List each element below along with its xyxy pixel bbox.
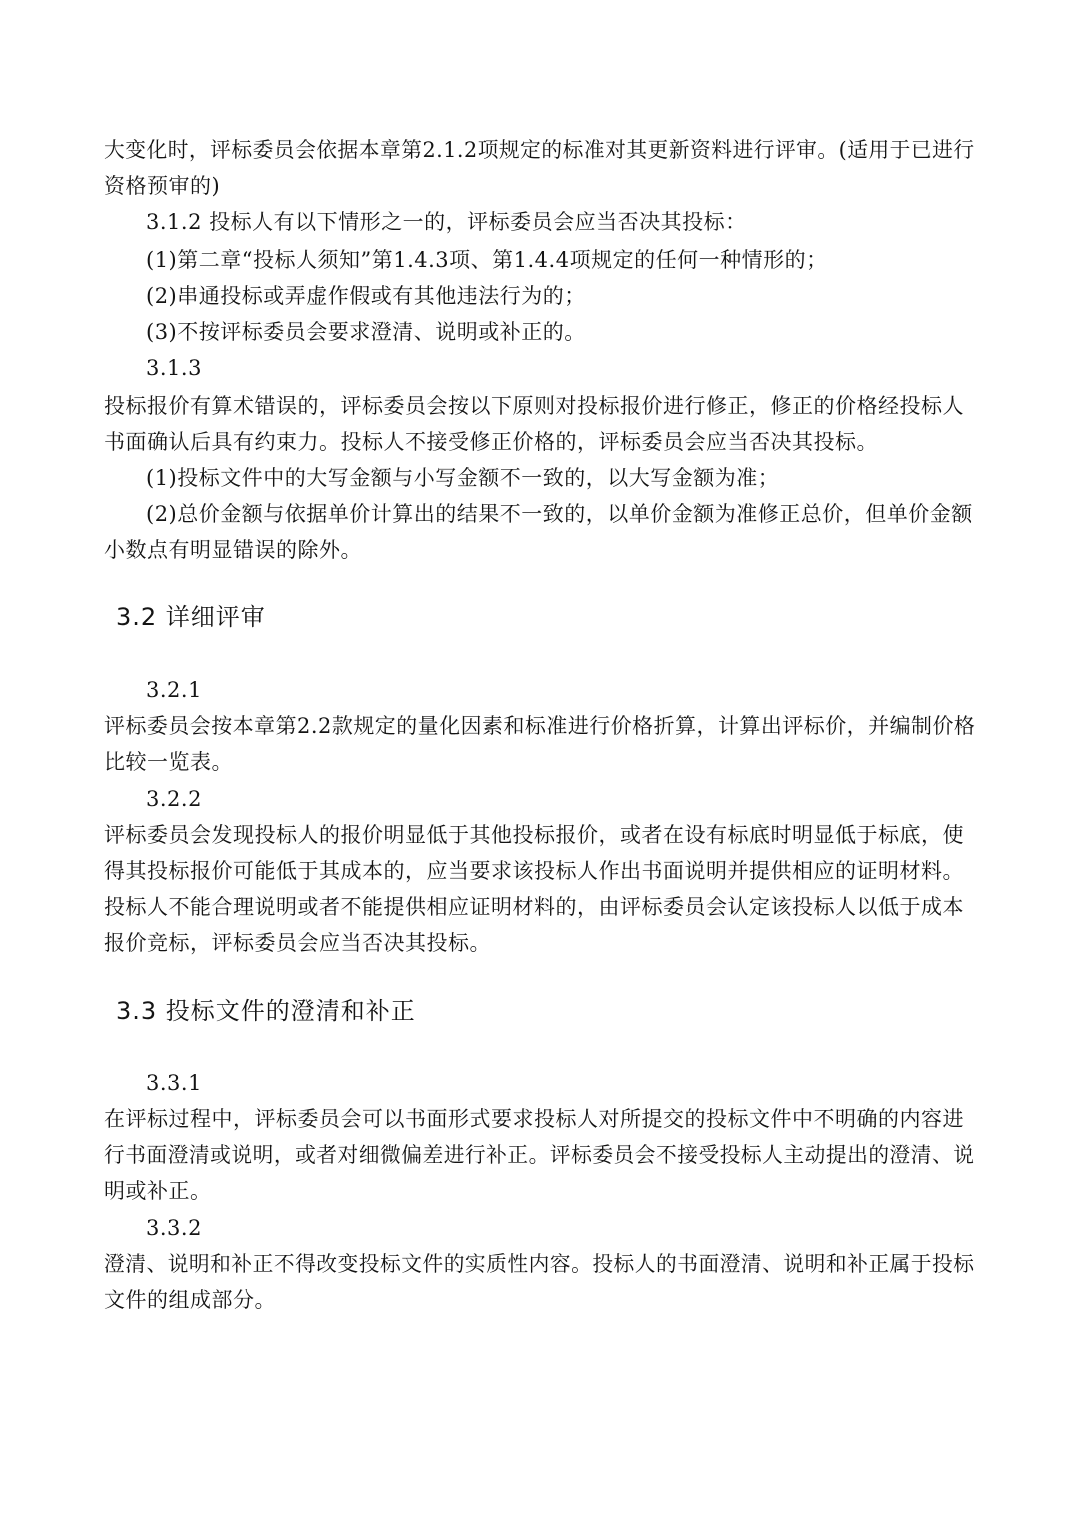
clause-number: 3.3.1 bbox=[146, 1071, 202, 1095]
paragraph-line: 澄清、说明和补正不得改变投标文件的实质性内容。投标人的书面澄清、说明和补正属于投标 bbox=[104, 1252, 975, 1276]
clause-number: 3.2.2 bbox=[146, 787, 202, 811]
clause-number: 3.1.3 bbox=[146, 356, 202, 380]
paragraph-line: 小数点有明显错误的除外。 bbox=[104, 538, 362, 562]
section-heading: 3.2 详细评审 bbox=[116, 603, 266, 631]
paragraph-line: 行书面澄清或说明，或者对细微偏差进行补正。评标委员会不接受投标人主动提出的澄清、说 bbox=[104, 1143, 975, 1167]
paragraph-line: 在评标过程中，评标委员会可以书面形式要求投标人对所提交的投标文件中不明确的内容进 bbox=[104, 1107, 964, 1131]
list-item: (1)投标文件中的大写金额与小写金额不一致的，以大写金额为准； bbox=[146, 466, 780, 490]
clause-3-1-2-intro: 3.1.2 投标人有以下情形之一的，评标委员会应当否决其投标： bbox=[146, 210, 747, 234]
paragraph-line: 明或补正。 bbox=[104, 1179, 212, 1203]
paragraph-line: 投标报价有算术错误的，评标委员会按以下原则对投标报价进行修正，修正的价格经投标人 bbox=[104, 394, 964, 418]
list-item: (3)不按评标委员会要求澄清、说明或补正的。 bbox=[146, 320, 586, 344]
paragraph-line: 评标委员会发现投标人的报价明显低于其他投标报价，或者在设有标底时明显低于标底，使 bbox=[104, 823, 964, 847]
paragraph-line: 得其投标报价可能低于其成本的，应当要求该投标人作出书面说明并提供相应的证明材料。 bbox=[104, 859, 964, 883]
paragraph-line: 投标人不能合理说明或者不能提供相应证明材料的，由评标委员会认定该投标人以低于成本 bbox=[104, 895, 964, 919]
paragraph-line: 文件的组成部分。 bbox=[104, 1288, 276, 1312]
section-heading: 3.3 投标文件的澄清和补正 bbox=[116, 997, 416, 1025]
paragraph-line: 报价竞标，评标委员会应当否决其投标。 bbox=[104, 931, 491, 955]
clause-number: 3.2.1 bbox=[146, 678, 202, 702]
list-item: (2)总价金额与依据单价计算出的结果不一致的，以单价金额为准修正总价，但单价金额 bbox=[146, 502, 973, 526]
clause-number: 3.3.2 bbox=[146, 1216, 202, 1240]
paragraph-line: 资格预审的) bbox=[104, 174, 221, 198]
list-item: (1)第二章“投标人须知”第1.4.3项、第1.4.4项规定的任何一种情形的； bbox=[146, 248, 828, 272]
paragraph-line: 评标委员会按本章第2.2款规定的量化因素和标准进行价格折算，计算出评标价，并编制价格 bbox=[104, 714, 976, 738]
list-item: (2)串通投标或弄虚作假或有其他违法行为的； bbox=[146, 284, 586, 308]
paragraph-line: 书面确认后具有约束力。投标人不接受修正价格的，评标委员会应当否决其投标。 bbox=[104, 430, 878, 454]
paragraph-line: 比较一览表。 bbox=[104, 750, 233, 774]
paragraph-line: 大变化时，评标委员会依据本章第2.1.2项规定的标准对其更新资料进行评审。(适用于已进行 bbox=[104, 138, 975, 162]
